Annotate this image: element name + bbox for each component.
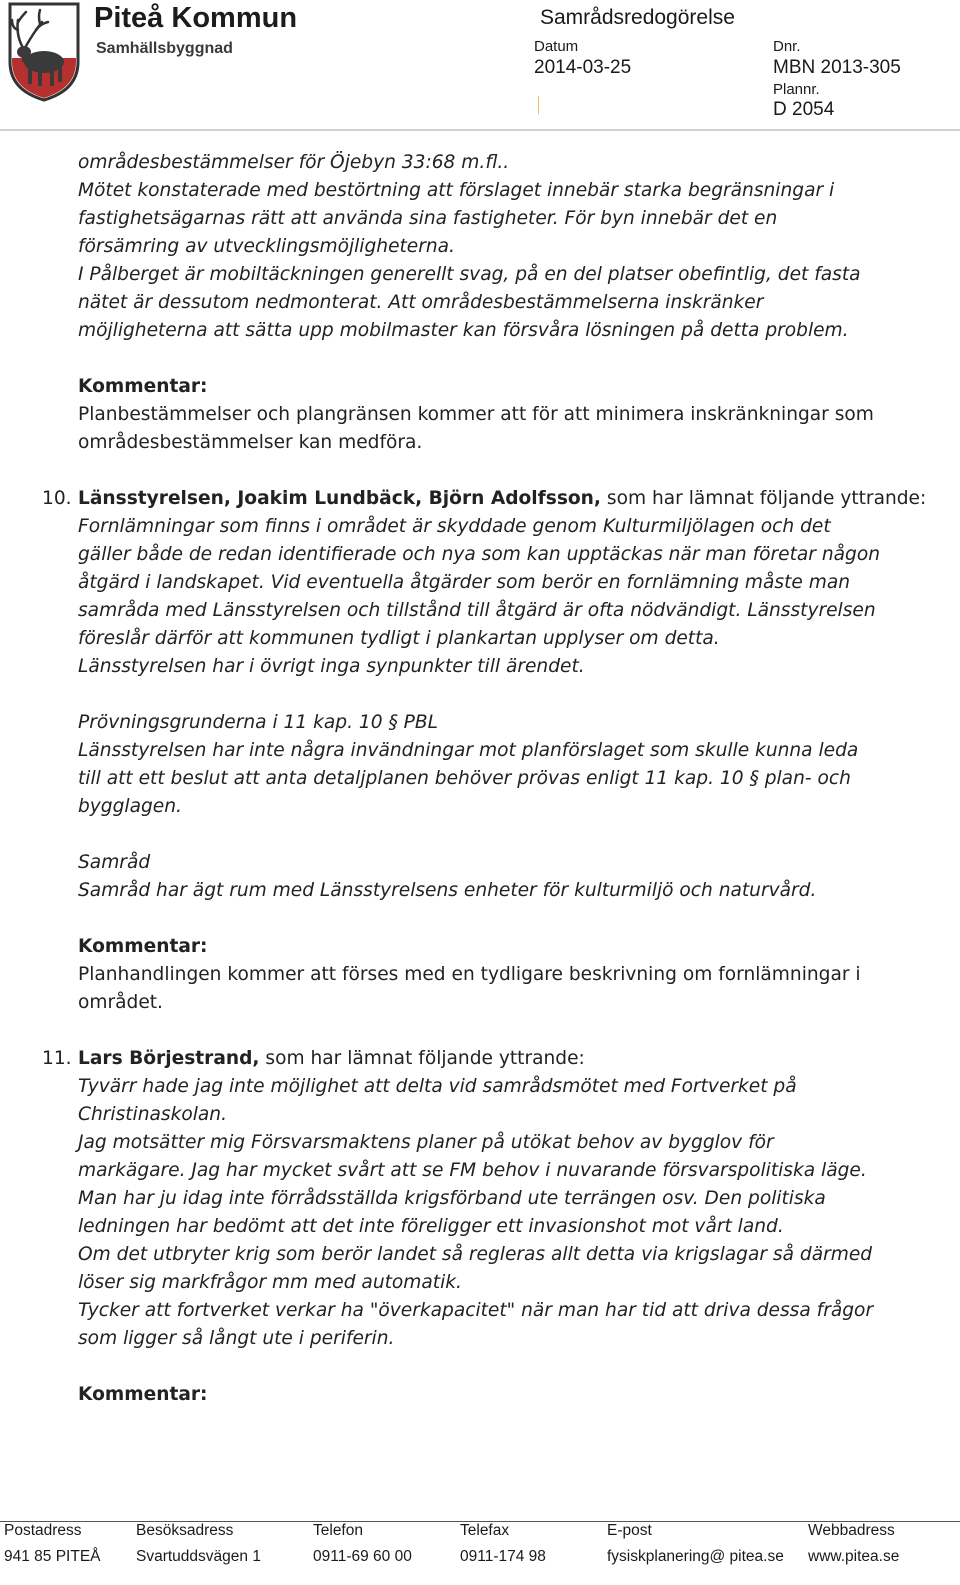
text-line: ledningen har bedömt att det inte föreligger ett invasionshot mot vårt land. bbox=[78, 1216, 784, 1237]
statement-intro: som har lämnat följande yttrande: bbox=[600, 488, 927, 509]
text-line: Tycker att fortverket verkar ha "överkapacitet" när man har tid att driva dessa frågor bbox=[78, 1300, 874, 1321]
text-line: Fornlämningar som finns i området är skyddade genom Kulturmiljölagen och det bbox=[78, 516, 831, 537]
header-marker bbox=[538, 96, 539, 114]
pitea-coat-of-arms-logo bbox=[4, 0, 84, 102]
footer-webbadress-value[interactable]: www.pitea.se bbox=[808, 1548, 900, 1565]
organization-name: Piteå Kommun bbox=[94, 2, 298, 34]
footer-epost-value[interactable]: fysiskplanering@ pitea.se bbox=[607, 1548, 784, 1565]
document-type: Samrådsredogörelse bbox=[540, 6, 735, 29]
text-line: som ligger så långt ute i periferin. bbox=[78, 1328, 395, 1349]
footer-telefon-value: 0911-69 60 00 bbox=[313, 1548, 412, 1565]
kommentar-heading: Kommentar: bbox=[78, 936, 208, 957]
text-line: Om det utbryter krig som berör landet så regleras allt detta via krigslagar så därmed bbox=[78, 1244, 873, 1265]
statement-continuation bbox=[78, 149, 950, 345]
footer-postadress-label: Postadress bbox=[4, 1522, 82, 1539]
footer-besoksadress-label: Besöksadress bbox=[136, 1522, 234, 1539]
statement-item-11 bbox=[42, 1045, 950, 1073]
text-line: möjligheterna att sätta upp mobilmaster kan försvåra lösningen på detta problem. bbox=[78, 320, 849, 341]
text-line: föreslår därför att kommunen tydligt i plankartan upplyser om detta. bbox=[78, 628, 720, 649]
plannr-value: D 2054 bbox=[773, 99, 835, 120]
statement-author: Länsstyrelsen, Joakim Lundbäck, Björn Adolfsson, bbox=[78, 488, 601, 509]
text-line: Man har ju idag inte förrådsställda krigsförband ute terrängen osv. Den politiska bbox=[78, 1188, 826, 1209]
footer-telefax-label: Telefax bbox=[460, 1522, 510, 1539]
organization-department: Samhällsbyggnad bbox=[96, 40, 233, 57]
comment-line: området. bbox=[78, 992, 163, 1013]
item-number: 11. bbox=[42, 1048, 72, 1069]
text-line: Tyvärr hade jag inte möjlighet att delta vid samrådsmötet med Fortverket på bbox=[78, 1076, 797, 1097]
plannr-label: Plannr. bbox=[773, 81, 820, 98]
comment-line: Planbestämmelser och plangränsen kommer att för att minimera inskränkningar som bbox=[78, 404, 874, 425]
text-line: till att ett beslut att anta detaljplanen behöver prövas enligt 11 kap. 10 § plan- och bbox=[78, 768, 851, 789]
statement-intro: som har lämnat följande yttrande: bbox=[259, 1048, 585, 1069]
text-line: nätet är dessutom nedmonterat. Att områdesbestämmelserna inskränker bbox=[78, 292, 764, 313]
dnr-value: MBN 2013-305 bbox=[773, 57, 901, 78]
comment-line: Planhandlingen kommer att förses med en tydligare beskrivning om fornlämningar i bbox=[78, 964, 861, 985]
dnr-label: Dnr. bbox=[773, 38, 801, 55]
text-line: I Pålberget är mobiltäckningen generellt svag, på en del platser obefintlig, det fasta bbox=[78, 264, 861, 285]
text-line: löser sig markfrågor mm med automatik. bbox=[78, 1272, 462, 1293]
text-line: Länsstyrelsen har i övrigt inga synpunkter till ärendet. bbox=[78, 656, 585, 677]
item-number: 10. bbox=[42, 488, 72, 509]
text-line: försämring av utvecklingsmöjligheterna. bbox=[78, 236, 455, 257]
kommentar-heading: Kommentar: bbox=[78, 1384, 208, 1405]
text-line: Samråd har ägt rum med Länsstyrelsens enheter för kulturmiljö och naturvård. bbox=[78, 880, 817, 901]
statement-author: Lars Börjestrand, bbox=[78, 1048, 260, 1069]
comment-line: områdesbestämmelser kan medföra. bbox=[78, 432, 423, 453]
kommentar-heading: Kommentar: bbox=[78, 376, 208, 397]
text-line: Mötet konstaterade med bestörtning att förslaget innebär starka begränsningar i bbox=[78, 180, 835, 201]
text-line: områdesbestämmelser för Öjebyn 33:68 m.fl.. bbox=[78, 152, 510, 173]
text-line: Jag motsätter mig Försvarsmaktens planer på utökat behov av bygglov för bbox=[78, 1132, 774, 1153]
text-line: Christinaskolan. bbox=[78, 1104, 227, 1125]
footer-telefax-value: 0911-174 98 bbox=[460, 1548, 546, 1565]
text-line: Länsstyrelsen har inte några invändningar mot planförslaget som skulle kunna leda bbox=[78, 740, 859, 761]
date-label: Datum bbox=[534, 38, 579, 55]
header-divider bbox=[0, 129, 960, 131]
text-line: bygglagen. bbox=[78, 796, 182, 817]
text-line: samråda med Länsstyrelsen och tillstånd till åtgärd är ofta nödvändigt. Länsstyrelsen bbox=[78, 600, 876, 621]
footer-webbadress-label: Webbadress bbox=[808, 1522, 895, 1539]
samrad-heading: Samråd bbox=[78, 852, 151, 873]
text-line: fastighetsägarnas rätt att använda sina fastigheter. För byn innebär det en bbox=[78, 208, 778, 229]
text-line: åtgärd i landskapet. Vid eventuella åtgärder som berör en fornlämning måste man bbox=[78, 572, 851, 593]
footer-besoksadress-value: Svartuddsvägen 1 bbox=[136, 1548, 261, 1565]
statement-item-10 bbox=[42, 485, 950, 513]
text-line: markägare. Jag har mycket svårt att se FM behov i nuvarande försvarspolitiska läge. bbox=[78, 1160, 867, 1181]
document-body bbox=[42, 149, 950, 1409]
footer-telefon-label: Telefon bbox=[313, 1522, 363, 1539]
footer-epost-label: E-post bbox=[607, 1522, 652, 1539]
document-header bbox=[0, 0, 960, 130]
provning-heading: Prövningsgrunderna i 11 kap. 10 § PBL bbox=[78, 712, 438, 733]
date-value: 2014-03-25 bbox=[534, 57, 632, 78]
text-line: gäller både de redan identifierade och nya som kan upptäckas när man företar någon bbox=[78, 544, 881, 565]
footer-postadress-value: 941 85 PITEÅ bbox=[4, 1548, 101, 1565]
